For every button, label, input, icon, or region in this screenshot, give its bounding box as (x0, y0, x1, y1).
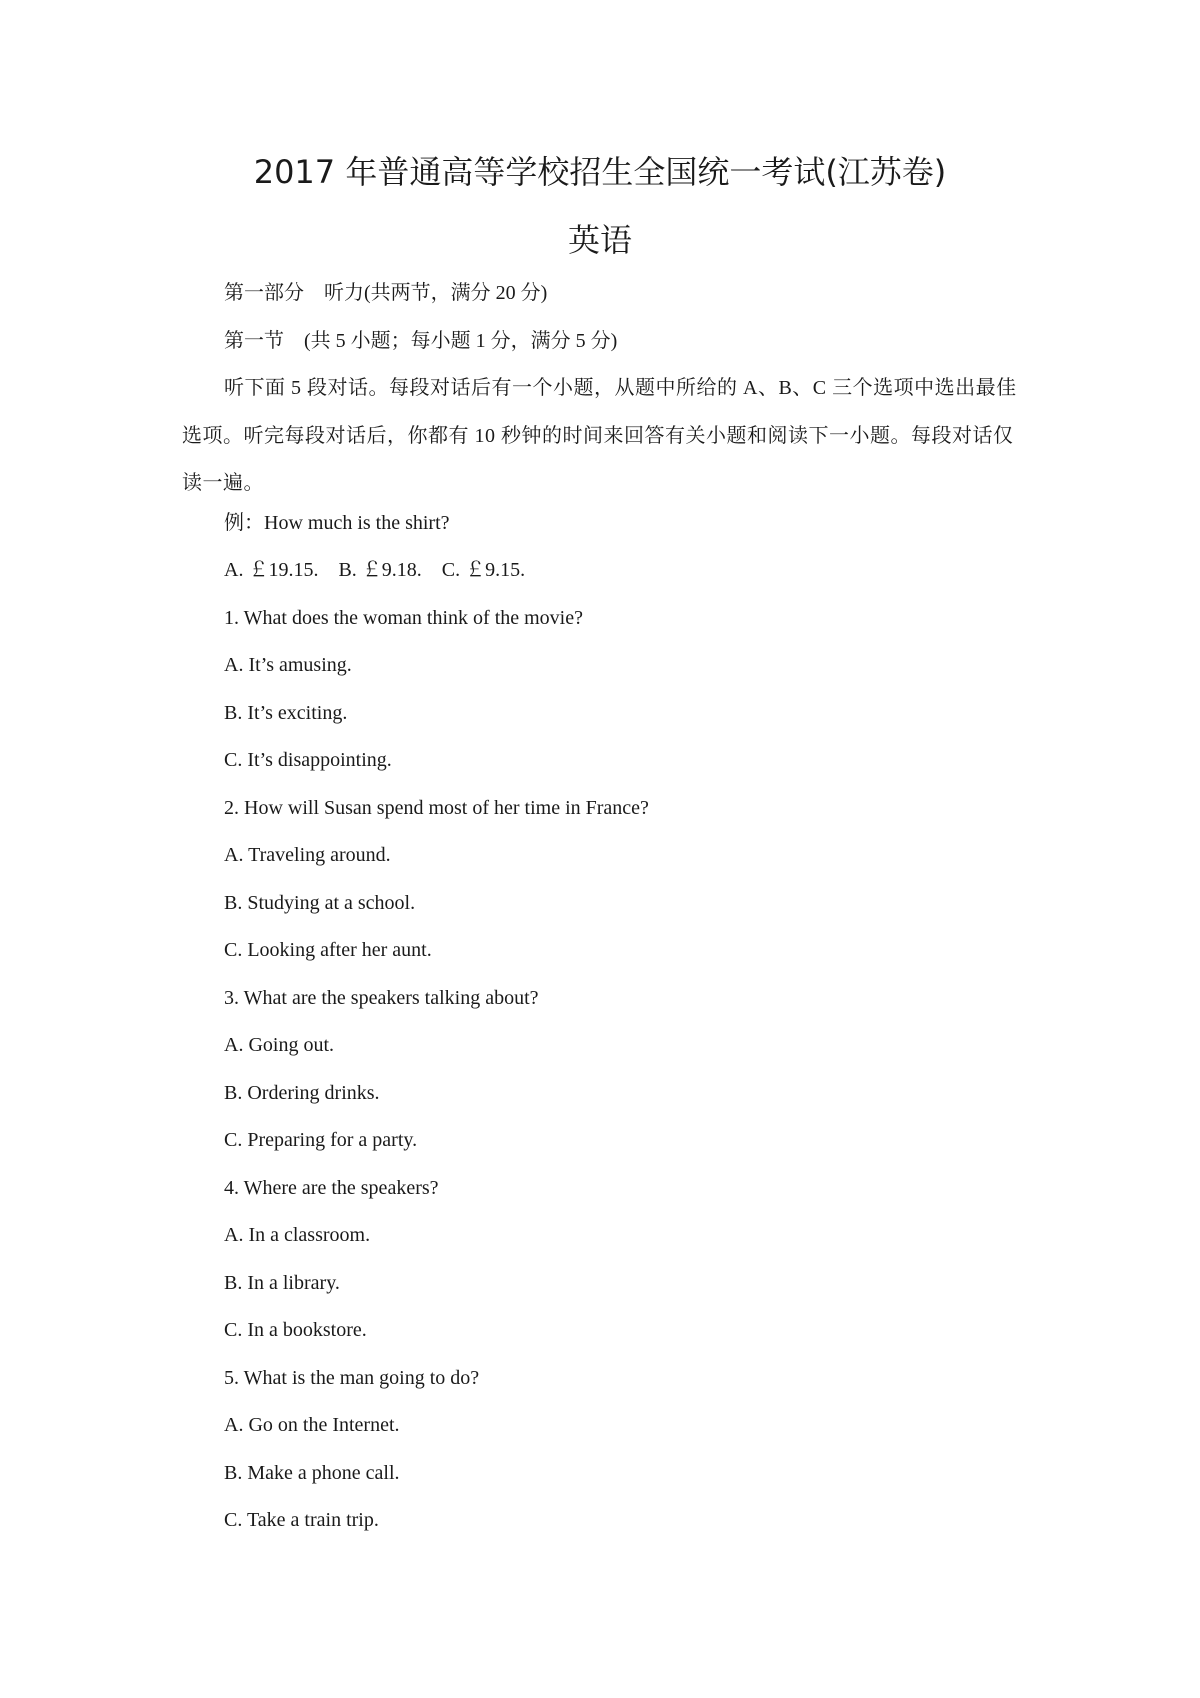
exam-body (0, 278, 1200, 1553)
answer-option: A. Traveling around. (224, 844, 391, 866)
answer-option: C. It’s disappointing. (224, 749, 392, 771)
answer-option: A. In a classroom. (224, 1224, 371, 1246)
question-1 (0, 603, 1200, 793)
answer-option: C. In a bookstore. (224, 1319, 367, 1341)
question-stem: 3. What are the speakers talking about? (224, 986, 539, 1009)
instructions-paragraph: 听下面 5 段对话。每段对话后有一个小题，从题中所给的 A、B、C 三个选项中选出最佳选项。听完每段对话后，你都有 10 秒钟的时间来回答有关小题和阅读下一小题。每段对话仅读一遍。 (182, 377, 1017, 494)
answer-option: B. Make a phone call. (224, 1461, 400, 1484)
example-options: A. ￡19.15. B. ￡9.18. C. ￡9.15. (224, 559, 526, 581)
answer-option: C. Take a train trip. (224, 1509, 379, 1531)
subject-title: 英语 (567, 221, 632, 259)
exam-title: 2017 年普通高等学校招生全国统一考试(江苏卷) (253, 153, 947, 191)
answer-option: A. It’s amusing. (224, 654, 352, 676)
question-stem: 4. Where are the speakers? (224, 1176, 439, 1199)
answer-option: B. In a library. (224, 1271, 340, 1294)
answer-option: B. Studying at a school. (224, 891, 416, 914)
answer-option: B. Ordering drinks. (224, 1081, 380, 1104)
answer-option: B. It’s exciting. (224, 701, 348, 724)
answer-option: C. Preparing for a party. (224, 1129, 418, 1151)
answer-option: C. Looking after her aunt. (224, 939, 432, 961)
question-5 (0, 1363, 1200, 1553)
question-stem: 2. How will Susan spend most of her time in France? (224, 796, 649, 819)
question-stem: 5. What is the man going to do? (224, 1366, 480, 1389)
part-heading: 第一部分 听力(共两节，满分 20 分) (224, 282, 548, 304)
section-heading: 第一节 (共 5 小题；每小题 1 分，满分 5 分) (224, 329, 618, 352)
question-4 (0, 1173, 1200, 1363)
answer-option: A. Going out. (224, 1034, 334, 1056)
question-3 (0, 983, 1200, 1173)
question-2 (0, 793, 1200, 983)
question-stem: 1. What does the woman think of the movie? (224, 606, 583, 629)
answer-option: A. Go on the Internet. (224, 1414, 400, 1436)
example-question: 例：How much is the shirt? (224, 511, 450, 534)
